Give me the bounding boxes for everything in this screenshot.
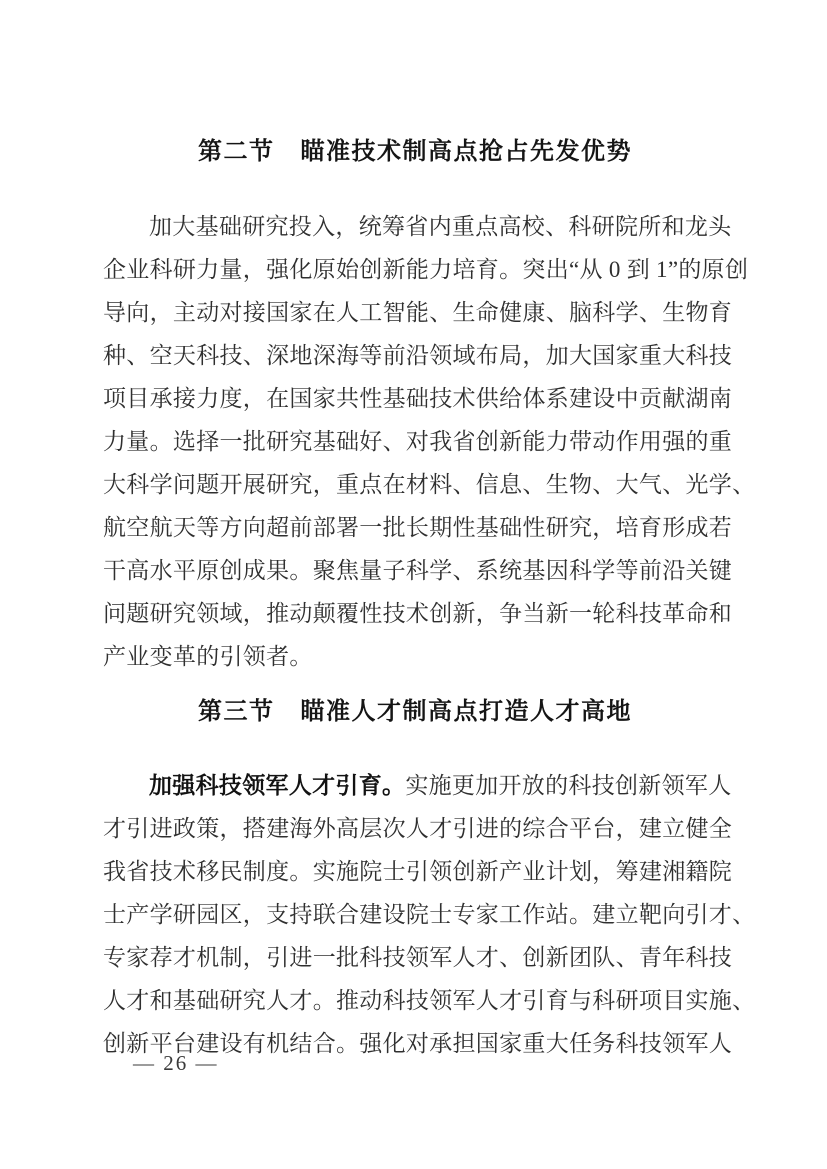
text-line: 干高水平原创成果。聚焦量子科学、系统基因科学等前沿关键 [103,558,733,583]
text-line: 大科学问题开展研究，重点在材料、信息、生物、大气、光学、 [103,472,756,497]
text-line: 才引进政策，搭建海外高层次人才引进的综合平台，建立健全 [103,816,733,841]
text-line: 航空航天等方向超前部署一批长期性基础性研究，培育形成若 [103,515,733,540]
bold-lead-sentence: 加强科技领军人才引育。 [149,773,406,798]
text-line: 士产学研园区，支持联合建设院士专家工作站。建立靶向引才、 [103,902,756,927]
section-3-paragraph [103,764,756,1065]
section-2-paragraph [103,205,756,678]
lead-rest-text: 实施更加开放的科技创新领军人 [405,773,732,798]
section-3-heading [103,694,727,730]
text-line: 产业变革的引领者。 [103,644,313,669]
section-2-label: 第二节 [198,139,275,165]
text-line: 我省技术移民制度。实施院士引领创新产业计划，筹建湘籍院 [103,859,733,884]
text-line: 力量。选择一批研究基础好、对我省创新能力带动作用强的重 [103,429,733,454]
text-line: 项目承接力度，在国家共性基础技术供给体系建设中贡献湖南 [103,386,733,411]
text-line: 种、空天科技、深地深海等前沿领域布局，加大国家重大科技 [103,343,733,368]
section-3-title: 瞄准人才制高点打造人才高地 [300,699,632,725]
text-line: 人才和基础研究人才。推动科技领军人才引育与科研项目实施、 [103,988,756,1013]
section-3-label: 第三节 [198,699,275,725]
text-line: 专家荐才机制，引进一批科技领军人才、创新团队、青年科技 [103,945,733,970]
text-line: 加大基础研究投入，统筹省内重点高校、科研院所和龙头 [149,214,732,239]
text-line [103,764,732,807]
page-number: — 26 — [133,1051,219,1075]
text-line: 导向，主动对接国家在人工智能、生命健康、脑科学、生物育 [103,300,733,325]
text-line: 问题研究领域，推动颠覆性技术创新，争当新一轮科技革命和 [103,601,733,626]
section-2-title: 瞄准技术制高点抢占先发优势 [300,139,632,165]
text-line: 企业科研力量，强化原始创新能力培育。突出“从 0 到 1”的原创 [103,257,749,282]
text-line: 创新平台建设有机结合。强化对承担国家重大任务科技领军人 [103,1031,733,1056]
section-2-heading [103,134,727,170]
